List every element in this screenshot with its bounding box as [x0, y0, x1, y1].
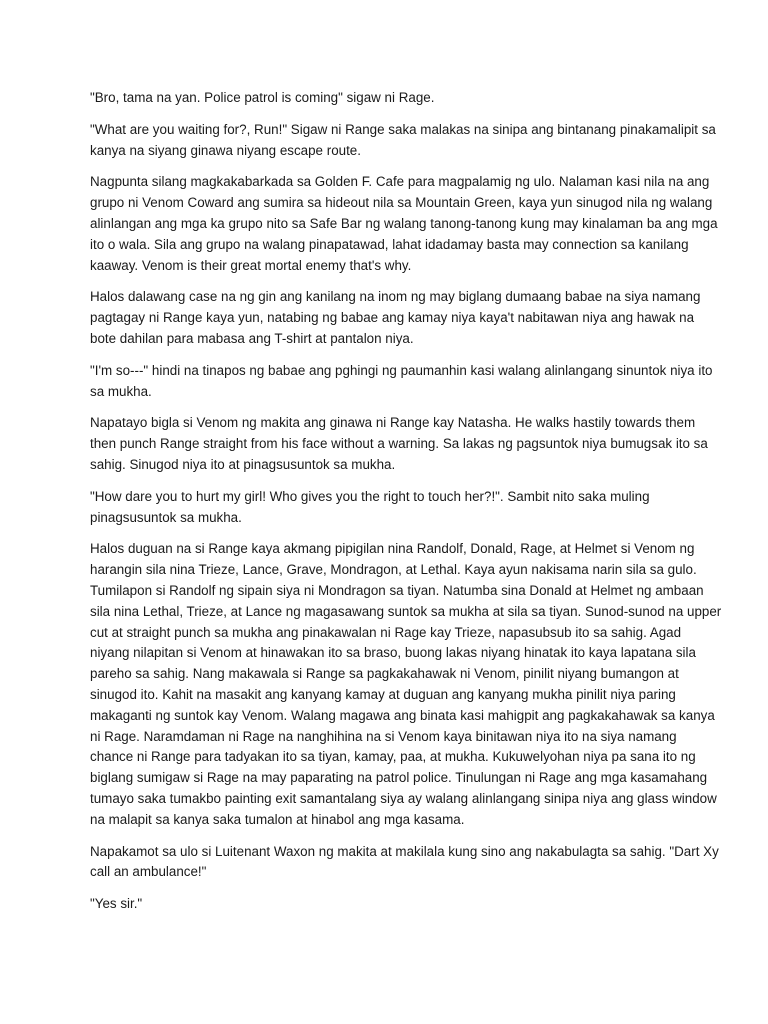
paragraph [90, 88, 690, 109]
text-line: sahig. Sinugod niya ito at pinagsusuntok sa mukha. [90, 456, 396, 472]
text-line: kaaway. Venom is their great mortal enemy that's why. [90, 257, 412, 273]
document-page [90, 88, 722, 926]
text-line: "What are you waiting for?, Run!" Sigaw ni Range saka malakas na sinipa ang bintanang pinakamalipit sa [90, 121, 716, 137]
paragraph [90, 120, 716, 162]
text-line: then punch Range straight from his face without a warning. Sa lakas ng pagsuntok niya bumugsak ito sa [90, 436, 708, 452]
text-line: ni Rage. Naramdaman ni Rage na nanghihina na si Venom kaya binitawan niya ito na siya namang [90, 728, 677, 744]
text-line: tumayo saka tumakbo painting exit samantalang siya ay walang alinlangang sinipa niya ang glass window [90, 790, 717, 806]
paragraph [90, 413, 708, 475]
text-line: bote dahilan para mabasa ang T-shirt at pantalon niya. [90, 330, 414, 346]
paragraph [90, 842, 719, 884]
text-line: call an ambulance!" [90, 864, 207, 880]
text-line: pinagsusuntok sa mukha. [90, 509, 242, 525]
text-line: na malapit sa kanya saka tumalon at hinabol ang mga kasama. [90, 811, 465, 827]
text-line: "Yes sir." [90, 896, 143, 912]
text-line: harangin sila nina Trieze, Lance, Grave, Mondragon, at Lethal. Kaya ayun nakisama narin sila sa gulo. [90, 562, 697, 578]
text-line: pareho sa sahig. Nang makawala si Range sa pagkakahawak ni Venom, pinilit niyang bumangon at [90, 666, 679, 682]
text-line: "Bro, tama na yan. Police patrol is coming" sigaw ni Rage. [90, 90, 435, 105]
paragraph [90, 539, 722, 830]
paragraph [90, 172, 718, 276]
text-line: niyang nilapitan si Venom at hinawakan ito sa braso, buong lakas niyang hinatak ito kaya lapatana sila [90, 645, 696, 661]
text-line: sa mukha. [90, 383, 152, 399]
text-line: makaganti ng suntok kay Venom. Walang magawa ang binata kasi mahigpit ang pagkakahawak sa kanya [90, 707, 715, 723]
text-line: alinlangan ang mga ka grupo nito sa Safe Bar ng walang tanong-tanong kung may kinalaman ba ang mga [90, 215, 718, 231]
paragraph [90, 361, 713, 403]
text-line: pagtagay ni Range kaya yun, natabing ng babae ang kamay niya kaya't nabitawan niya ang hawak na [90, 310, 695, 326]
text-line: Halos duguan na si Range kaya akmang pipigilan nina Randolf, Donald, Rage, at Helmet si Venom ng [90, 541, 695, 557]
paragraph [90, 894, 690, 915]
text-line: "How dare you to hurt my girl! Who gives you the right to touch her?!". Sambit nito saka muling [90, 488, 650, 504]
text-line: sinugod ito. Kahit na masakit ang kanyang kamay at duguan ang kanyang mukha pinilit niya paring [90, 686, 676, 702]
text-line: sila nina Lethal, Trieze, at Lance ng magasawang suntok sa mukha at sila sa tiyan. Sunod-sunod na upper [90, 603, 722, 619]
text-line: chance ni Range para tadyakan ito sa tiyan, kamay, paa, at mukha. Kukuwelyohan niya pa sana ito ng [90, 749, 696, 765]
text-line: biglang sumigaw si Rage na may paparating na patrol police. Tinulungan ni Rage ang mga kasamahang [90, 770, 708, 786]
text-line: Halos dalawang case na ng gin ang kanilang na inom ng may biglang dumaang babae na siya namang [90, 289, 701, 305]
text-line: Napatayo bigla si Venom ng makita ang ginawa ni Range kay Natasha. He walks hastily towards them [90, 415, 696, 431]
paragraph [90, 287, 701, 349]
text-line: "I'm so---" hindi na tinapos ng babae ang pghingi ng paumanhin kasi walang alinlangang sinuntok niya ito [90, 362, 713, 378]
text-line: grupo ni Venom Coward ang sumira sa hideout nila sa Mountain Green, kaya yun sinugod nila ng walang [90, 195, 713, 211]
text-line: cut at straight punch sa mukha ang pinakawalan ni Rage kay Trieze, napasubsub ito sa sahig. Agad [90, 624, 682, 640]
text-line: ito o wala. Sila ang grupo na walang pinapatawad, lahat idadamay basta may connection sa kanilang [90, 236, 689, 252]
text-line: Napakamot sa ulo si Luitenant Waxon ng makita at makilala kung sino ang nakabulagta sa sahig. "Dart Xy [90, 843, 719, 859]
text-line: kanya na siyang ginawa niyang escape route. [90, 142, 361, 158]
text-line: Tumilapon si Randolf ng sipain siya ni Mondragon sa tiyan. Natumba sina Donald at Helmet ng ambaan [90, 582, 704, 598]
text-line: Nagpunta silang magkakabarkada sa Golden F. Cafe para magpalamig ng ulo. Nalaman kasi nila na ang [90, 174, 710, 190]
paragraph [90, 487, 690, 529]
